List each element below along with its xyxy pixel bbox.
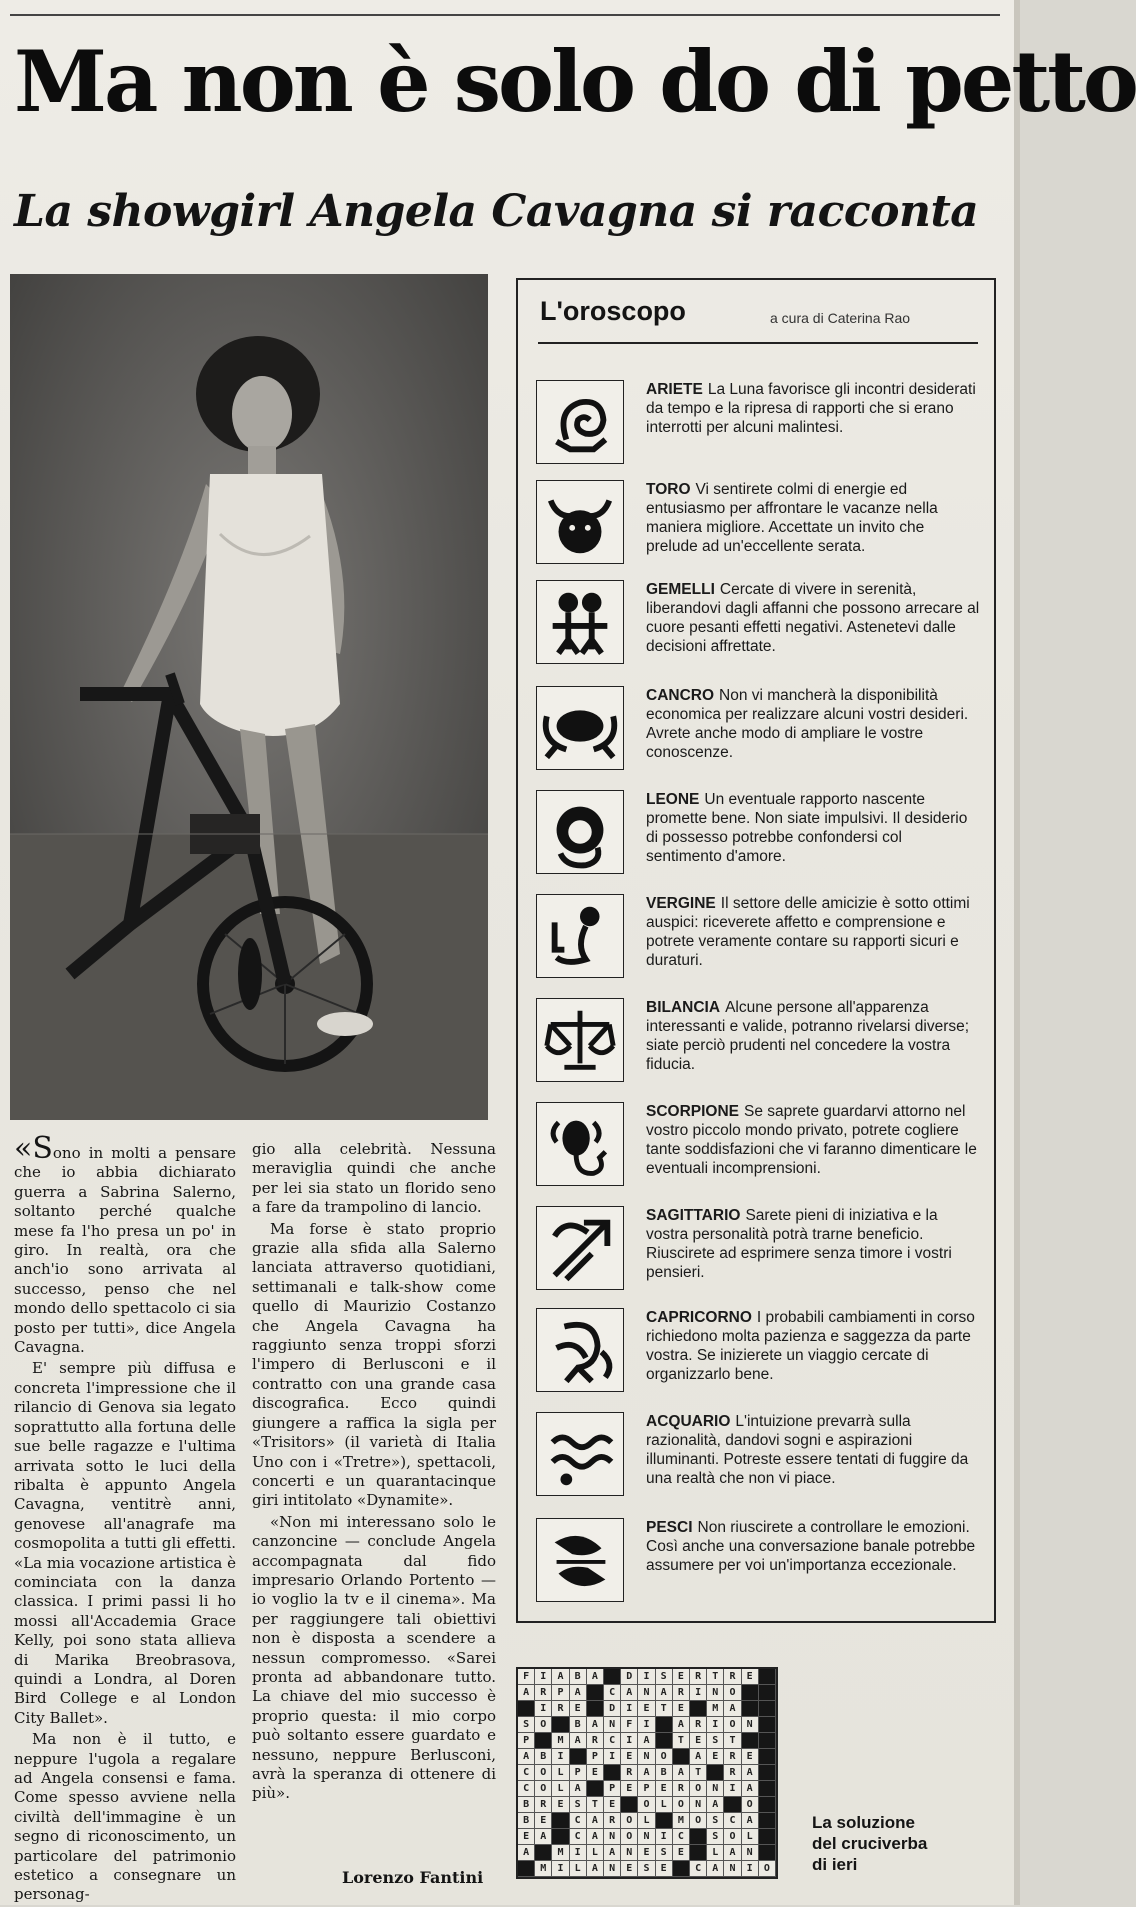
crossword-cell: E: [638, 1701, 655, 1717]
sign-name: GEMELLI: [646, 581, 715, 598]
crossword-cell: R: [552, 1701, 569, 1717]
capricorn-icon: [536, 1308, 624, 1392]
horoscope-sign-acquario: [536, 1412, 986, 1512]
crossword-cell: T: [707, 1669, 724, 1685]
crossword-cell: [552, 1829, 569, 1845]
crossword-cell: [656, 1733, 673, 1749]
crossword-cell: S: [707, 1813, 724, 1829]
crossword-cell: S: [518, 1717, 535, 1733]
crossword-cell: E: [673, 1845, 690, 1861]
crossword-cell: A: [587, 1861, 604, 1877]
crossword-cell: O: [742, 1797, 759, 1813]
crossword-cell: [759, 1829, 776, 1845]
aquarius-icon: [536, 1412, 624, 1496]
crossword-cell: [759, 1733, 776, 1749]
crossword-cell: A: [690, 1749, 707, 1765]
article-paragraph: «Sono in molti a pensare che io abbia dichiarato guerra a Sabrina Salerno, soltanto perché qualche mese fa l'ho presa un po' in giro. In realtà, ora che anch'io sono arrivata al successo, penso che nel mondo dello spettacolo ci sia posto per tutti», dice Angela Cavagna.: [14, 1131, 236, 1357]
sign-description: ARIETE La Luna favorisce gli incontri desiderati da tempo e la ripresa di rapporti che si erano interrotti per alcuni malintesi.: [646, 381, 976, 436]
crossword-cell: I: [621, 1701, 638, 1717]
crossword-cell: A: [570, 1733, 587, 1749]
crossword-cell: O: [535, 1765, 552, 1781]
crossword-cell: P: [638, 1781, 655, 1797]
crossword-cell: N: [604, 1829, 621, 1845]
crossword-cell: E: [604, 1797, 621, 1813]
sign-description: CANCRO Non vi mancherà la disponibilità economica per realizzare alcuni vostri desideri. Avrete anche modo di ampliare le vostre conoscenze.: [646, 687, 969, 761]
crossword-cell: [673, 1861, 690, 1877]
horoscope-sign-vergine: [536, 894, 986, 994]
crossword-cell: E: [638, 1845, 655, 1861]
crossword-cell: [742, 1685, 759, 1701]
crossword-cell: N: [638, 1685, 655, 1701]
crossword-cell: E: [518, 1829, 535, 1845]
crossword-cell: A: [656, 1685, 673, 1701]
cancer-icon: [536, 686, 624, 770]
crossword-cell: E: [552, 1797, 569, 1813]
crossword-cell: R: [621, 1765, 638, 1781]
crossword-cell: [552, 1717, 569, 1733]
crossword-cell: B: [570, 1717, 587, 1733]
crossword-cell: I: [690, 1685, 707, 1701]
crossword-cell: E: [690, 1733, 707, 1749]
crossword-cell: N: [742, 1845, 759, 1861]
sagittarius-icon: [536, 1206, 624, 1290]
crossword-cell: O: [724, 1685, 741, 1701]
crossword-cell: N: [742, 1717, 759, 1733]
crossword-cell: [742, 1733, 759, 1749]
crossword-cell: N: [724, 1861, 741, 1877]
crossword-cell: [535, 1845, 552, 1861]
sign-name: CANCRO: [646, 687, 715, 704]
sign-name: ARIETE: [646, 381, 703, 398]
crossword-cell: C: [673, 1829, 690, 1845]
horoscope-sign-cancro: [536, 686, 986, 786]
sign-name: BILANCIA: [646, 999, 721, 1016]
author-byline: Lorenzo Fantini: [342, 1868, 484, 1887]
crossword-cell: A: [673, 1765, 690, 1781]
crossword-cell: [656, 1813, 673, 1829]
crossword-cell: A: [570, 1781, 587, 1797]
crossword-cell: S: [656, 1845, 673, 1861]
crossword-cell: R: [724, 1765, 741, 1781]
crossword-cell: P: [604, 1781, 621, 1797]
crossword-cell: E: [656, 1781, 673, 1797]
crossword-cell: A: [707, 1861, 724, 1877]
drop-cap: «S: [14, 1131, 53, 1166]
crossword-cell: O: [535, 1781, 552, 1797]
crossword-cell: A: [604, 1845, 621, 1861]
gemini-icon: [536, 580, 624, 664]
crossword-cell: R: [673, 1685, 690, 1701]
crossword-cell: C: [724, 1813, 741, 1829]
crossword-cell: A: [587, 1669, 604, 1685]
crossword-cell: I: [604, 1749, 621, 1765]
showgirl-photo: [10, 274, 488, 1120]
crossword-cell: I: [742, 1861, 759, 1877]
crossword-cell: [707, 1765, 724, 1781]
crossword-cell: R: [673, 1781, 690, 1797]
sign-name: VERGINE: [646, 895, 716, 912]
crossword-cell: S: [638, 1861, 655, 1877]
crossword-cell: O: [638, 1797, 655, 1813]
subheadline: La showgirl Angela Cavagna si racconta: [14, 186, 979, 237]
taurus-icon: [536, 480, 624, 564]
crossword-cell: C: [570, 1813, 587, 1829]
crossword-cell: O: [621, 1813, 638, 1829]
crossword-cell: O: [656, 1749, 673, 1765]
crossword-cell: [570, 1749, 587, 1765]
crossword-cell: [724, 1797, 741, 1813]
crossword-cell: R: [724, 1749, 741, 1765]
crossword-cell: C: [570, 1829, 587, 1845]
crossword-cell: [690, 1701, 707, 1717]
crossword-cell: [759, 1781, 776, 1797]
crossword-cell: T: [690, 1765, 707, 1781]
crossword-cell: P: [570, 1765, 587, 1781]
crossword-cell: [552, 1813, 569, 1829]
crossword-cell: E: [621, 1749, 638, 1765]
sign-description: GEMELLI Cercate di vivere in serenità, liberandovi dagli affanni che possono arrecare al cuore pesanti effetti negativi. Astenetevi dalle decisioni affrettate.: [646, 581, 980, 655]
crossword-cell: A: [518, 1685, 535, 1701]
crossword-cell: E: [673, 1669, 690, 1685]
scorpio-icon: [536, 1102, 624, 1186]
crossword-cell: I: [535, 1701, 552, 1717]
libra-icon: [536, 998, 624, 1082]
horoscope-sign-sagittario: [536, 1206, 986, 1306]
crossword-cell: [742, 1701, 759, 1717]
crossword-cell: I: [638, 1669, 655, 1685]
crossword-cell: [690, 1829, 707, 1845]
crossword-solution-grid: [516, 1667, 778, 1879]
crossword-cell: A: [724, 1845, 741, 1861]
article-column-1: [14, 1131, 236, 1907]
crossword-cell: A: [638, 1765, 655, 1781]
crossword-cell: E: [707, 1749, 724, 1765]
crossword-cell: A: [552, 1669, 569, 1685]
crossword-cell: R: [690, 1717, 707, 1733]
crossword-cell: C: [690, 1861, 707, 1877]
crossword-cell: E: [742, 1749, 759, 1765]
article-paragraph: «Non mi interessano solo le canzoncine — conclude Angela accompagnata dal fido impresario Orlando Portento — io voglio la tv e il cinema». Ma per raggiungere tali obiettivi non è disposta a scendere a nessun compromesso. «Sarei pronta ad abbandonare tutto. La chiave del mio successo è proprio questa: il mio corpo può soltanto essere guardato e nessuno, neppure Berlusconi, avrà la speranza di ottenere di più».: [252, 1512, 496, 1803]
crossword-cell: [621, 1797, 638, 1813]
horoscope-sign-leone: [536, 790, 986, 890]
crossword-cell: C: [518, 1765, 535, 1781]
crossword-cell: M: [707, 1701, 724, 1717]
aries-icon: [536, 380, 624, 464]
crossword-cell: A: [587, 1717, 604, 1733]
crossword-cell: [759, 1845, 776, 1861]
crossword-cell: L: [656, 1797, 673, 1813]
crossword-cell: R: [690, 1669, 707, 1685]
crossword-cell: I: [621, 1733, 638, 1749]
article-paragraph: Ma forse è stato proprio grazie alla sfida alla Salerno lanciata attraverso quotidiani, settimanali e talk-show come quello di Maurizio Costanzo che Angela Cavagna ha raggiunto senza troppi sforzi l'impero di Berlusconi e il contratto con una grande casa discografica. Ecco quindi giungere a raffica la sigla per «Trisitors» (il varietà di Italia Uno con i «Tretre»), spettacoli, concerti e un quarantacinque giri intitolato «Dynamite».: [252, 1219, 496, 1510]
crossword-caption: La soluzione del cruciverba di ieri: [812, 1813, 928, 1874]
horoscope-curator: a cura di Caterina Rao: [770, 310, 911, 326]
sign-description: VERGINE Il settore delle amicizie è sotto ottimi auspici: riceverete affetto e comprensione e potrete veramente contare su rapporti sicuri e duraturi.: [646, 895, 970, 969]
crossword-cell: [518, 1701, 535, 1717]
sign-name: SCORPIONE: [646, 1103, 740, 1120]
crossword-cell: A: [518, 1845, 535, 1861]
crossword-cell: [690, 1845, 707, 1861]
crossword-cell: C: [604, 1733, 621, 1749]
crossword-cell: I: [570, 1845, 587, 1861]
crossword-cell: M: [673, 1813, 690, 1829]
crossword-cell: A: [518, 1749, 535, 1765]
crossword-cell: [759, 1669, 776, 1685]
crossword-cell: A: [587, 1813, 604, 1829]
sign-description: TORO Vi sentirete colmi di energie ed entusiasmo per affrontare le vacanze nella maniera migliore. Accettate un invito che prelude ad un'eccellente serata.: [646, 481, 938, 555]
crossword-cell: O: [759, 1861, 776, 1877]
horoscope-rule: [538, 342, 978, 344]
crossword-cell: E: [621, 1781, 638, 1797]
crossword-cell: E: [535, 1813, 552, 1829]
crossword-cell: N: [621, 1845, 638, 1861]
crossword-cell: [759, 1749, 776, 1765]
crossword-cell: N: [707, 1685, 724, 1701]
top-rule: [10, 14, 1000, 16]
crossword-cell: E: [587, 1765, 604, 1781]
sign-name: CAPRICORNO: [646, 1309, 752, 1326]
crossword-cell: [535, 1733, 552, 1749]
horoscope-sign-ariete: [536, 380, 986, 480]
crossword-cell: T: [587, 1797, 604, 1813]
crossword-cell: I: [552, 1861, 569, 1877]
sign-name: TORO: [646, 481, 691, 498]
crossword-cell: [518, 1861, 535, 1877]
sign-description: PESCI Non riuscirete a controllare le emozioni. Così anche una conversazione banale potrebbe assumere per voi un'importanza eccezionale.: [646, 1519, 976, 1574]
crossword-cell: M: [552, 1845, 569, 1861]
crossword-cell: B: [535, 1749, 552, 1765]
crossword-cell: S: [707, 1733, 724, 1749]
sign-description: LEONE Un eventuale rapporto nascente promette bene. Non siate impulsivi. Il desiderio di possesso potrebbe confondersi col sentimento d'amore.: [646, 791, 968, 865]
crossword-cell: C: [518, 1781, 535, 1797]
article-column-2: [252, 1140, 496, 1806]
crossword-cell: L: [570, 1861, 587, 1877]
crossword-cell: I: [707, 1717, 724, 1733]
crossword-cell: T: [724, 1733, 741, 1749]
crossword-cell: R: [724, 1669, 741, 1685]
crossword-cell: S: [656, 1669, 673, 1685]
crossword-cell: [759, 1685, 776, 1701]
crossword-cell: I: [535, 1669, 552, 1685]
crossword-cell: P: [587, 1749, 604, 1765]
crossword-cell: A: [621, 1685, 638, 1701]
crossword-cell: M: [552, 1733, 569, 1749]
crossword-cell: S: [707, 1829, 724, 1845]
crossword-cell: P: [552, 1685, 569, 1701]
horoscope-sign-pesci: [536, 1518, 986, 1618]
crossword-cell: T: [656, 1701, 673, 1717]
leo-icon: [536, 790, 624, 874]
crossword-cell: [673, 1749, 690, 1765]
crossword-cell: N: [604, 1717, 621, 1733]
crossword-cell: [604, 1669, 621, 1685]
crossword-cell: L: [552, 1781, 569, 1797]
crossword-cell: N: [707, 1781, 724, 1797]
crossword-cell: O: [690, 1781, 707, 1797]
crossword-cell: R: [604, 1813, 621, 1829]
horoscope-box: [516, 278, 996, 1623]
crossword-cell: R: [535, 1797, 552, 1813]
crossword-cell: [759, 1701, 776, 1717]
crossword-cell: N: [638, 1749, 655, 1765]
crossword-cell: E: [656, 1861, 673, 1877]
crossword-cell: [759, 1765, 776, 1781]
crossword-cell: T: [673, 1733, 690, 1749]
crossword-cell: A: [742, 1813, 759, 1829]
crossword-cell: R: [587, 1733, 604, 1749]
crossword-cell: F: [518, 1669, 535, 1685]
crossword-cell: O: [724, 1717, 741, 1733]
horoscope-sign-toro: [536, 480, 986, 580]
crossword-cell: [587, 1685, 604, 1701]
crossword-cell: I: [552, 1749, 569, 1765]
crossword-cell: A: [638, 1733, 655, 1749]
crossword-cell: C: [604, 1685, 621, 1701]
article-paragraph: Ma non è il tutto, e neppure l'ugola a regalare ad Angela consensi e fama. Come spesso avviene nella civiltà dell'immagine è un segno di riconoscimento, un particolare del patrimonio estetico a consegnare un personag-: [14, 1730, 236, 1904]
crossword-cell: L: [707, 1845, 724, 1861]
sign-name: PESCI: [646, 1519, 693, 1536]
crossword-cell: F: [621, 1717, 638, 1733]
crossword-cell: B: [570, 1669, 587, 1685]
sign-name: SAGITTARIO: [646, 1207, 741, 1224]
crossword-cell: O: [673, 1797, 690, 1813]
crossword-cell: L: [587, 1845, 604, 1861]
crossword-cell: A: [724, 1701, 741, 1717]
crossword-cell: B: [518, 1813, 535, 1829]
crossword-cell: O: [535, 1717, 552, 1733]
crossword-cell: I: [724, 1781, 741, 1797]
crossword-cell: L: [638, 1813, 655, 1829]
crossword-cell: R: [535, 1685, 552, 1701]
crossword-cell: D: [621, 1669, 638, 1685]
crossword-cell: [587, 1701, 604, 1717]
sign-description: BILANCIA Alcune persone all'apparenza interessanti e valide, potranno rivelarsi diverse; siate perciò prudenti nel concedere la vostra fiducia.: [646, 999, 970, 1073]
crossword-cell: N: [690, 1797, 707, 1813]
headline: Ma non è solo do di petto: [14, 32, 1136, 131]
crossword-cell: N: [638, 1829, 655, 1845]
crossword-cell: I: [638, 1717, 655, 1733]
article-paragraph: E' sempre più diffusa e concreta l'impressione che il rilancio di Genova sia legato soprattutto alla fortuna delle sue belle ragazze e l'ultima arrivata sotto le luci della ribalta è appunto Angela Cavagna, ventitrè anni, genovese all'anagrafe ma cosmopolita a tutti gli effetti. «La mia vocazione artistica è cominciata con la danza classica. I primi passi li ho mossi all'Accademia Grace Kelly, poi sono stata allieva di Marika Breobrasova, quindi a Londra, al Doren Bird College e al London City Ballet».: [14, 1359, 236, 1727]
crossword-cell: [759, 1717, 776, 1733]
crossword-cell: A: [742, 1781, 759, 1797]
crossword-cell: E: [673, 1701, 690, 1717]
crossword-cell: A: [535, 1829, 552, 1845]
crossword-cell: A: [587, 1829, 604, 1845]
sign-description: CAPRICORNO I probabili cambiamenti in corso richiedono molta pazienza e saggezza da parte vostra. Se inizierete un viaggio cercate di organizzarlo bene.: [646, 1309, 975, 1383]
crossword-cell: M: [535, 1861, 552, 1877]
sign-description: SAGITTARIO Sarete pieni di iniziativa e la vostra personalità potrà trarne beneficio. Riuscirete ad esprimere senza timore i vostri pensieri.: [646, 1207, 952, 1281]
crossword-cell: E: [621, 1861, 638, 1877]
crossword-cell: [604, 1765, 621, 1781]
horoscope-sign-scorpione: [536, 1102, 986, 1202]
horoscope-sign-gemelli: [536, 580, 986, 680]
crossword-cell: L: [552, 1765, 569, 1781]
article-paragraph: gio alla celebrità. Nessuna meraviglia quindi che anche per lei sia stato un florido seno a fare da trampolino di lancio.: [252, 1140, 496, 1217]
horoscope-sign-capricorno: [536, 1308, 986, 1408]
crossword-cell: O: [690, 1813, 707, 1829]
crossword-cell: P: [518, 1733, 535, 1749]
crossword-cell: A: [570, 1685, 587, 1701]
crossword-cell: D: [604, 1701, 621, 1717]
crossword-cell: E: [570, 1701, 587, 1717]
sign-description: SCORPIONE Se saprete guardarvi attorno nel vostro piccolo mondo privato, potrete cogliere tante soddisfazioni che vi faranno dimenticare le eventuali incomprensioni.: [646, 1103, 977, 1177]
crossword-cell: B: [656, 1765, 673, 1781]
virgo-icon: [536, 894, 624, 978]
crossword-cell: B: [518, 1797, 535, 1813]
pisces-icon: [536, 1518, 624, 1602]
crossword-cell: E: [742, 1669, 759, 1685]
sign-description: ACQUARIO L'intuizione prevarrà sulla razionalità, dandovi sogni e aspirazioni illuminanti. Potreste essere tentati di fuggire da una realtà che non vi piace.: [646, 1413, 969, 1487]
crossword-cell: L: [742, 1829, 759, 1845]
crossword-cell: A: [742, 1765, 759, 1781]
sign-name: LEONE: [646, 791, 700, 808]
crossword-cell: A: [673, 1717, 690, 1733]
crossword-cell: I: [656, 1829, 673, 1845]
crossword-cell: O: [724, 1829, 741, 1845]
crossword-cell: A: [707, 1797, 724, 1813]
crossword-cell: [759, 1813, 776, 1829]
crossword-cell: [759, 1797, 776, 1813]
crossword-cell: N: [604, 1861, 621, 1877]
crossword-cell: [587, 1781, 604, 1797]
horoscope-sign-bilancia: [536, 998, 986, 1098]
crossword-cell: S: [570, 1797, 587, 1813]
crossword-cell: [656, 1717, 673, 1733]
crossword-cell: O: [621, 1829, 638, 1845]
sign-name: ACQUARIO: [646, 1413, 731, 1430]
horoscope-title: L'oroscopo: [540, 296, 686, 326]
